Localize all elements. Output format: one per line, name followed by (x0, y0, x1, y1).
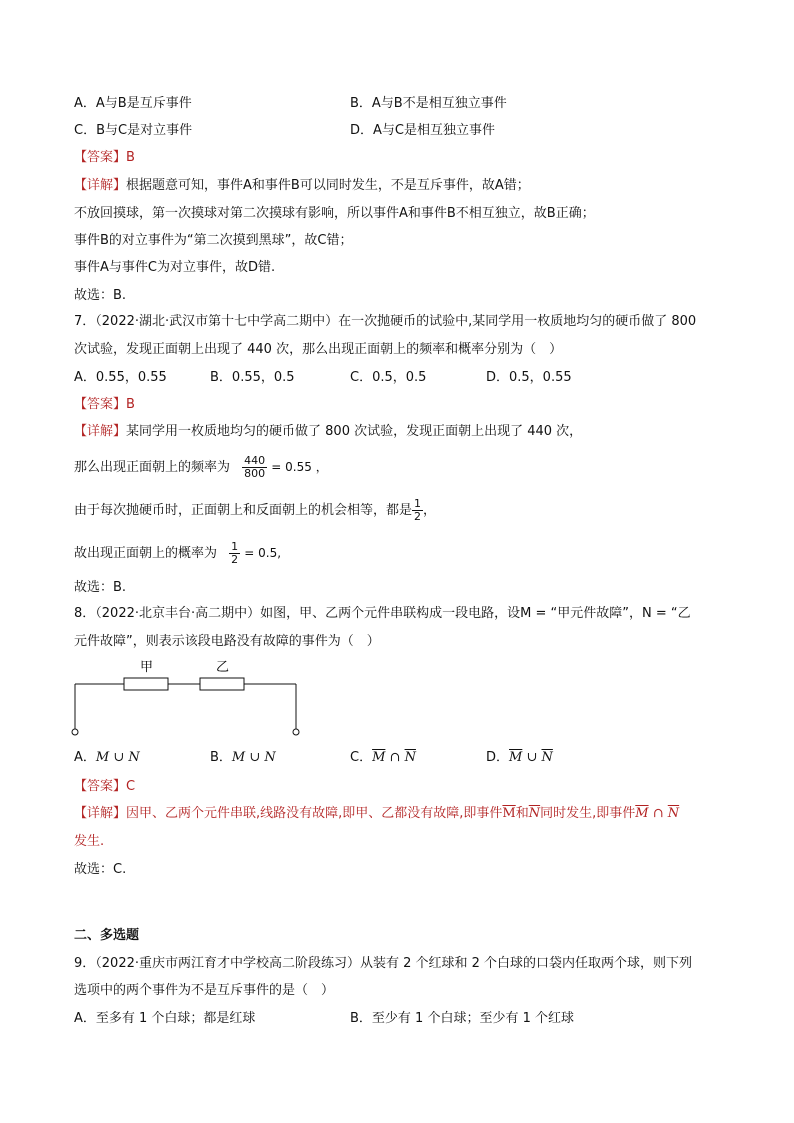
option-expression: M ∪ N (95, 750, 140, 765)
complement-n: $\overline{N}$ (541, 750, 553, 765)
label-jia: 甲 (140, 660, 154, 675)
probability-fraction (229, 541, 240, 566)
chance-prefix: 由于每次抛硬币时，正面朝上和反面朝上的机会相等，都是 (74, 503, 413, 518)
answer-tag: 【答案】 (74, 150, 127, 165)
q6-detail-4: 事件A与事件C为对立事件，故D错. (74, 260, 276, 275)
union-operator: ∪ (522, 750, 542, 765)
complement-n: $\overline{N}$ (404, 750, 416, 765)
answer-tag: 【答案】 (74, 779, 127, 794)
complement-n: $\overline{N}$ (528, 806, 541, 821)
option-expression: M ∪ N (231, 750, 276, 765)
q8-stem-line1: 8．（2022·北京丰台·高二期中）如图，甲、乙两个元件串联构成一段电路，设M = “甲元件故障”，N = “乙 (74, 606, 691, 621)
fraction-numerator: 1 (414, 497, 422, 510)
terminal-left (72, 729, 78, 735)
q7-option-a: A．0.55，0.55 (74, 370, 167, 385)
q7-probability-line (74, 538, 281, 569)
detail-and: 和 (515, 806, 529, 821)
answer-value: B (126, 150, 135, 165)
answer-value: C (126, 779, 136, 794)
q7-option-d: D．0.5，0.55 (486, 370, 572, 385)
terminal-right (293, 729, 299, 735)
complement-m: $\overline{M}$ (372, 750, 386, 765)
option-prefix: A． (74, 750, 96, 765)
complement-m: $\overline{M}$ (502, 806, 516, 821)
fraction-denominator: 2 (414, 510, 422, 523)
detail-text: 因甲、乙两个元件串联,线路没有故障,即甲、乙都没有故障,即事件 (126, 806, 503, 821)
component-jia (124, 678, 168, 690)
intersection-operator: ∩ (648, 806, 668, 821)
fraction-denominator: 2 (231, 553, 239, 566)
detail-text: 某同学用一枚质地均匀的硬币做了 800 次试验，发现正面朝上出现了 440 次， (126, 424, 583, 439)
q8-detail-2: 发生. (74, 834, 105, 849)
complement-n: $\overline{N}$ (667, 806, 680, 821)
detail-tag: 【详解】 (74, 424, 127, 439)
q6-detail-3: 事件B的对立事件为“第二次摸到黑球”，故C错； (74, 233, 353, 248)
q6-option-d: D．A与C是相互独立事件 (350, 123, 495, 138)
q7-option-b: B．0.55，0.5 (210, 370, 295, 385)
fraction-denominator: 800 (244, 467, 266, 480)
series-circuit-diagram (66, 654, 316, 742)
q8-detail-1 (74, 806, 679, 822)
section-title: 二、多选题 (74, 928, 140, 943)
q7-stem-line1: 7．（2022·湖北·武汉市第十七中学高二期中）在一次抛硬币的试验中,某同学用一枚质地均匀的硬币做了 800 (74, 314, 697, 329)
q6-detail-1 (74, 178, 530, 194)
q9-stem-line2: 选项中的两个事件为不是互斥事件的是（ ） (74, 983, 335, 998)
frequency-prefix: 那么出现正面朝上的频率为 (74, 460, 231, 475)
q8-stem-line2: 元件故障”，则表示该段电路没有故障的事件为（ ） (74, 634, 380, 649)
q8-choose: 故选：C. (74, 862, 127, 877)
answer-tag: 【答案】 (74, 397, 127, 412)
q7-detail-1 (74, 424, 582, 440)
option-prefix: C． (350, 750, 373, 765)
fraction-numerator: 440 (244, 454, 266, 467)
label-yi: 乙 (216, 660, 230, 675)
detail-tag: 【详解】 (74, 806, 127, 821)
q8-option-d (486, 750, 553, 766)
chance-fraction (412, 498, 423, 523)
detail-text: 根据题意可知，事件A和事件B可以同时发生，不是互斥事件，故A错； (126, 178, 530, 193)
probability-prefix: 故出现正面朝上的概率为 (74, 546, 218, 561)
q8-option-c (350, 750, 416, 766)
q7-chance-line (74, 496, 436, 526)
q9-stem-line1: 9．（2022·重庆市两江育才中学校高二阶段练习）从装有 2 个红球和 2 个白球的口袋内任取两个球，则下列 (74, 956, 693, 971)
q6-option-a: A．A与B是互斥事件 (74, 96, 192, 111)
fraction-numerator: 1 (231, 540, 239, 553)
q6-option-b: B．A与B不是相互独立事件 (350, 96, 507, 111)
q9-option-b: B．至少有 1 个白球；至少有 1 个红球 (350, 1011, 574, 1026)
q7-stem-line2: 次试验，发现正面朝上出现了 440 次，那么出现正面朝上的频率和概率分别为（ ） (74, 342, 563, 357)
complement-m: $\overline{M}$ (635, 806, 649, 821)
q6-detail-2: 不放回摸球，第一次摸球对第二次摸球有影响，所以事件A和事件B不相互独立，故B正确； (74, 206, 595, 221)
component-yi (200, 678, 244, 690)
chance-suffix: ， (423, 503, 437, 518)
intersection-operator: ∩ (385, 750, 405, 765)
option-prefix: D． (486, 750, 510, 765)
frequency-result: = 0.55 ， (271, 460, 328, 474)
frequency-fraction (242, 455, 267, 480)
q7-option-c: C．0.5，0.5 (350, 370, 427, 385)
probability-result: = 0.5, (244, 546, 282, 560)
option-prefix: B． (210, 750, 232, 765)
q6-option-c: C．B与C是对立事件 (74, 123, 193, 138)
q6-choose: 故选：B. (74, 288, 127, 303)
q6-answer (74, 150, 135, 166)
detail-text-b: 同时发生,即事件 (540, 806, 636, 821)
q7-answer (74, 397, 135, 413)
detail-tag: 【详解】 (74, 178, 127, 193)
q7-frequency-line (74, 452, 328, 483)
q8-option-a (74, 750, 140, 766)
q7-choose: 故选：B. (74, 580, 127, 595)
q9-option-a: A．至多有 1 个白球；都是红球 (74, 1011, 256, 1026)
complement-m: $\overline{M}$ (509, 750, 523, 765)
q8-answer (74, 779, 135, 795)
q8-option-b (210, 750, 276, 766)
answer-value: B (126, 397, 135, 412)
